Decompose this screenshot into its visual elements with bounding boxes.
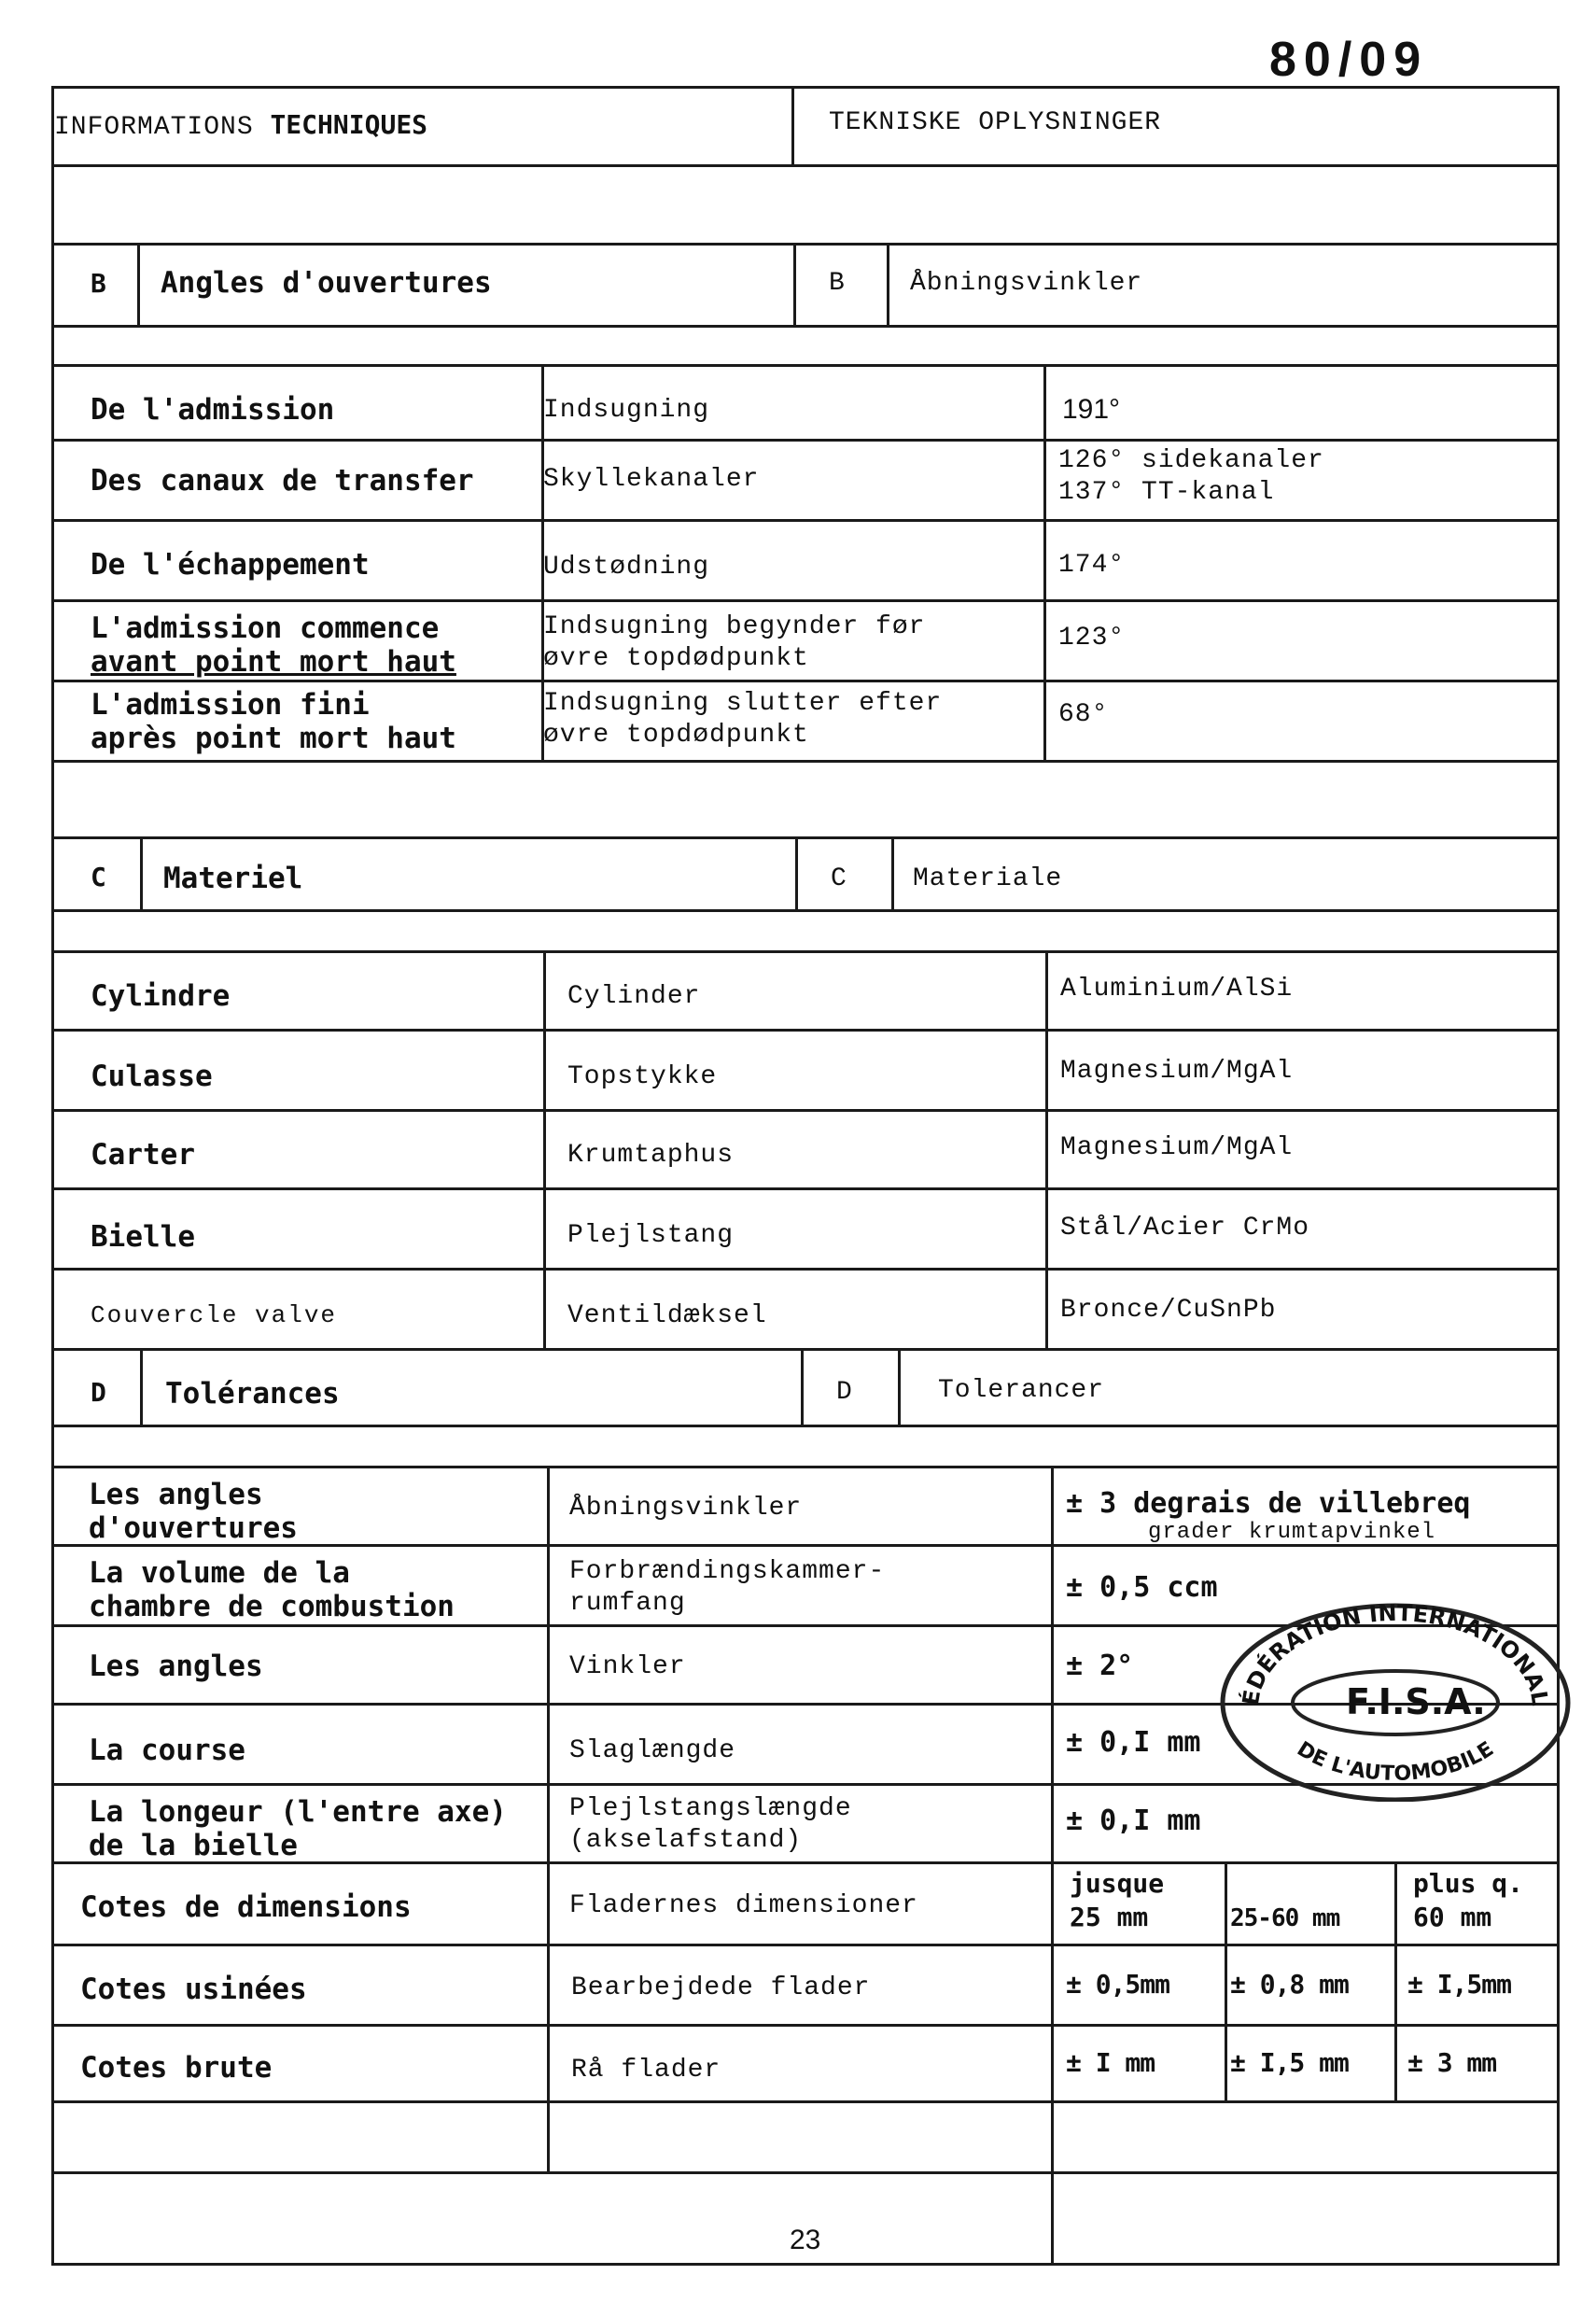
tolerance-label-fr: Les angles (89, 1650, 263, 1683)
angle-label-dk: Indsugning (543, 396, 710, 425)
document-number: 80/09 (1269, 33, 1429, 87)
tolerance-label-dk: Vinkler (569, 1652, 686, 1681)
material-label-fr: Couvercle valve (91, 1301, 338, 1329)
material-label-fr: Culasse (91, 1060, 213, 1093)
angle-label-dk: Indsugning slutter efter (543, 689, 943, 718)
section-d-title-fr: Tolérances (165, 1377, 340, 1411)
dimensions-value-1: ± 0,5mm (1066, 1969, 1170, 2000)
tolerance-label-dk: Slaglængde (569, 1736, 736, 1765)
material-label-fr: Cylindre (91, 979, 231, 1013)
angle-value: 126° sidekanaler (1058, 446, 1324, 475)
tolerance-value: ± 3 degrais de villebreq (1066, 1487, 1471, 1520)
section-d-letter-dk: D (836, 1378, 853, 1407)
material-label-dk: Krumtaphus (567, 1141, 735, 1170)
tolerance-label-fr-2: de la bielle (89, 1829, 298, 1862)
angle-label-dk: Udstødning (543, 553, 710, 582)
dimensions-value-3: ± I,5mm (1407, 1969, 1512, 2000)
angle-label-fr: De l'échappement (91, 548, 370, 582)
header-left (54, 109, 428, 142)
dimensions-row-label-dk: Bearbejdede flader (571, 1973, 871, 2002)
dimensions-value-2: ± I,5 mm (1230, 2047, 1349, 2078)
tolerance-value: ± 0,I mm (1066, 1726, 1201, 1759)
material-label-fr: Carter (91, 1138, 195, 1172)
material-label-fr: Bielle (91, 1220, 195, 1254)
angle-label-fr-2: avant point mort haut (91, 645, 456, 679)
tolerance-label-fr-2: chambre de combustion (89, 1590, 455, 1623)
material-value: Bronce/CuSnPb (1060, 1296, 1277, 1325)
tolerance-value: ± 0,I mm (1066, 1804, 1201, 1837)
angle-label-dk: Skyllekanaler (543, 465, 760, 494)
angle-label-fr: De l'admission (91, 393, 335, 427)
angle-label-fr: Des canaux de transfer (91, 464, 474, 498)
angle-value: 191° (1062, 394, 1121, 425)
dimensions-col2: 25-60 mm (1230, 1904, 1340, 1932)
stamp-center-text: F.I.S.A. (1346, 1681, 1486, 1722)
dimensions-label-fr: Cotes de dimensions (80, 1890, 412, 1924)
material-value: Aluminium/AlSi (1060, 975, 1294, 1004)
tolerance-label-dk: Plejlstangslængde (569, 1794, 852, 1823)
svg-text:FÉDÉRATION INTERNATIONALE: ÉDÉRATION INTERNATIONAL (1237, 1599, 1554, 1708)
material-value: Magnesium/MgAl (1060, 1057, 1294, 1086)
dimensions-col3-a: plus q. (1413, 1868, 1524, 1899)
section-b-letter: B (91, 268, 106, 299)
material-label-dk: Topstykke (567, 1062, 718, 1091)
section-c-title-fr: Materiel (163, 862, 303, 895)
dimensions-row-label-dk: Rå flader (571, 2056, 721, 2085)
angle-value: 68° (1058, 700, 1109, 729)
page-number: 23 (790, 2225, 821, 2255)
dimensions-col3-b: 60 mm (1413, 1902, 1492, 1932)
angle-value: 174° (1058, 551, 1126, 580)
tolerance-label-dk-2: (akselafstand) (569, 1826, 803, 1855)
frame-left (51, 86, 54, 2266)
header-techniques: TECHNIQUES (270, 109, 428, 140)
tolerance-label-fr: Les angles (89, 1478, 263, 1511)
material-label-dk: Ventildæksel (567, 1301, 767, 1330)
dimensions-row-label-fr: Cotes usinées (80, 1973, 307, 2006)
section-c-title-dk: Materiale (913, 864, 1063, 893)
dimensions-value-3: ± 3 mm (1407, 2047, 1497, 2078)
frame-bottom (51, 2263, 1560, 2266)
dimensions-col1-b: 25 mm (1070, 1902, 1149, 1932)
angle-value-2: 137° TT-kanal (1058, 478, 1275, 507)
angle-label-fr: L'admission fini (91, 688, 370, 722)
tolerance-label-fr: La longeur (l'entre axe) (89, 1795, 507, 1829)
angle-label-fr: L'admission commence (91, 611, 440, 645)
dimensions-row-label-fr: Cotes brute (80, 2051, 273, 2085)
tolerance-label-fr: La course (89, 1734, 245, 1767)
angle-label-fr-2: après point mort haut (91, 722, 456, 755)
tolerance-label-fr: La volume de la (89, 1556, 350, 1590)
svg-text:DE L'AUTOMOBILE: DE L'AUTOMOBILE (1293, 1737, 1498, 1786)
material-value: Magnesium/MgAl (1060, 1133, 1294, 1162)
tolerance-label-dk: Åbningsvinkler (569, 1494, 803, 1523)
section-c-letter: C (91, 862, 106, 892)
dimensions-col1-a: jusque (1070, 1868, 1165, 1899)
dimensions-value-2: ± 0,8 mm (1230, 1969, 1349, 2000)
angle-label-dk-2: øvre topdødpunkt (543, 721, 809, 750)
material-value: Stål/Acier CrMo (1060, 1214, 1310, 1243)
section-b-title-dk: Åbningsvinkler (910, 269, 1143, 298)
frame-right (1557, 86, 1560, 2266)
tolerance-label-dk: Forbrændingskammer- (569, 1557, 886, 1586)
fisa-stamp (1213, 1593, 1577, 1802)
material-label-dk: Plejlstang (567, 1221, 735, 1250)
section-b-title-fr: Angles d'ouvertures (161, 266, 492, 300)
section-b-letter-dk: B (829, 269, 846, 298)
tolerance-value: ± 2° (1066, 1650, 1134, 1682)
section-c-letter-dk: C (831, 864, 847, 893)
tolerance-value: ± 0,5 ccm (1066, 1571, 1218, 1604)
header-informations: INFORMATIONS (54, 113, 254, 142)
dimensions-label-dk: Fladernes dimensioner (569, 1891, 918, 1920)
angle-label-dk: Indsugning begynder før (543, 612, 926, 641)
frame-top (51, 86, 1560, 89)
dimensions-value-1: ± I mm (1066, 2047, 1155, 2078)
header-right: TEKNISKE OPLYSNINGER (829, 108, 1162, 137)
tolerance-label-dk-2: rumfang (569, 1589, 686, 1618)
angle-value: 123° (1058, 624, 1126, 653)
tolerance-value-2: grader krumtapvinkel (1148, 1520, 1436, 1545)
section-d-title-dk: Tolerancer (938, 1376, 1105, 1405)
tolerance-label-fr-2: d'ouvertures (89, 1511, 298, 1545)
angle-label-dk-2: øvre topdødpunkt (543, 644, 809, 673)
material-label-dk: Cylinder (567, 982, 701, 1011)
section-d-letter: D (91, 1377, 106, 1408)
